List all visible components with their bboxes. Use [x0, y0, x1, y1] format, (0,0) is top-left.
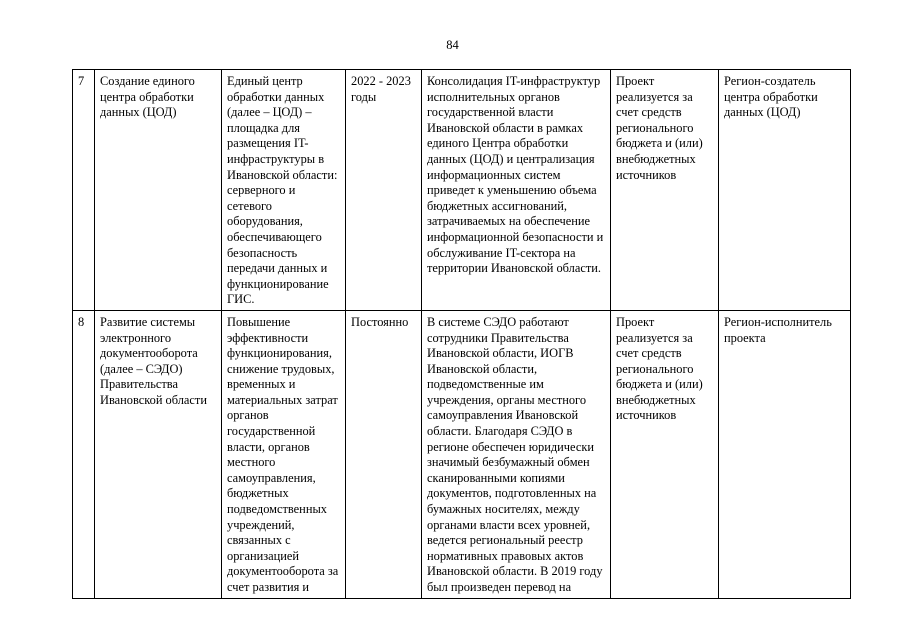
project-name-cell: Создание единого центра обработки данных (ЦОД) [95, 70, 222, 311]
page-number: 84 [446, 38, 459, 52]
project-role-cell: Регион-исполнитель проекта [719, 310, 851, 598]
project-result-cell: В системе СЭДО работают сотрудники Правительства Ивановской области, ИОГВ Ивановской области, подведомственные им учреждения, органы местного самоуправления Ивановской области. Благодаря СЭДО в регионе обеспечен юридически значимый безбумажный обмен сканированными копиями документов, подготовленных на бумажных носителях, между органами власти всех уровней, ведется региональный реестр нормативных правовых актов Ивановской области. В 2019 году был произведен перевод на [422, 310, 611, 598]
project-description-cell: Единый центр обработки данных (далее – ЦОД) – площадка для размещения IT-инфраструктуры в Ивановской области: серверного и сетевого оборудования, обеспечивающего безопасность передачи данных и функционирование ГИС. [222, 70, 346, 311]
project-period-cell: 2022 - 2023 годы [346, 70, 422, 311]
project-description-cell: Повышение эффективности функционирования, снижение трудовых, временных и материальных затрат органов государственной власти, органов местного самоуправления, бюджетных подведомственных учреждений, связанных с организацией документооборота за счет развития и [222, 310, 346, 598]
table-row [73, 70, 851, 311]
project-financing-cell: Проект реализуется за счет средств регионального бюджета и (или) внебюджетных источников [611, 310, 719, 598]
row-number-cell: 7 [73, 70, 95, 311]
projects-table [72, 69, 851, 599]
project-result-cell: Консолидация IT-инфраструктур исполнительных органов государственной власти Ивановской области в рамках единого Центра обработки данных (ЦОД) и централизация информационных систем приведет к уменьшению объема бюджетных ассигнований, затрачиваемых на обеспечение информационной безопасности и обслуживание IT-сектора на территории Ивановской области. [422, 70, 611, 311]
table-row [73, 310, 851, 598]
row-number-cell: 8 [73, 310, 95, 598]
project-name-cell: Развитие системы электронного документооборота (далее – СЭДО) Правительства Ивановской области [95, 310, 222, 598]
project-role-cell: Регион-создатель центра обработки данных (ЦОД) [719, 70, 851, 311]
project-period-cell: Постоянно [346, 310, 422, 598]
project-financing-cell: Проект реализуется за счет средств регионального бюджета и (или) внебюджетных источников [611, 70, 719, 311]
